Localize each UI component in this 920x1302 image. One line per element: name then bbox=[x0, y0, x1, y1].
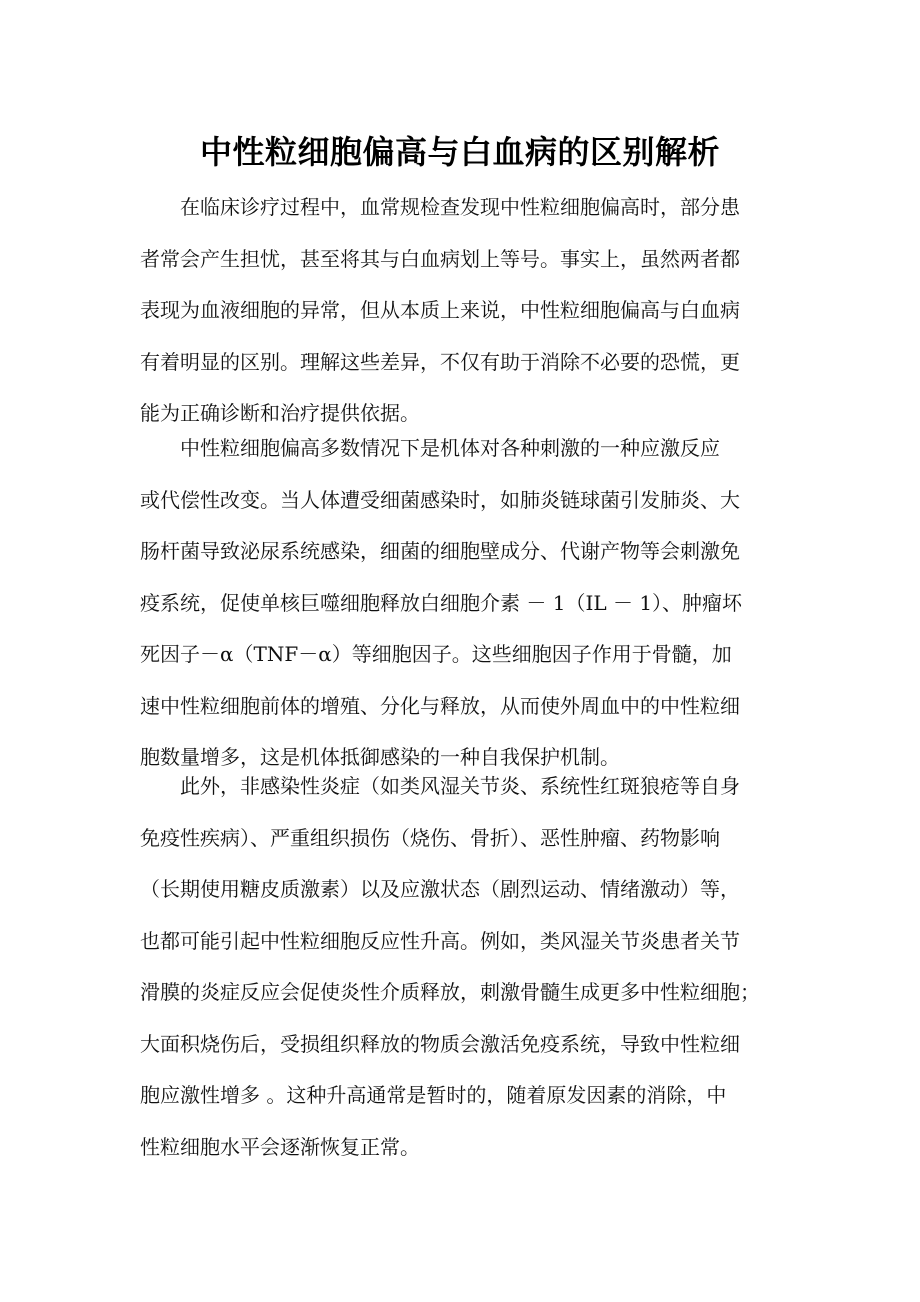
paragraph-1 bbox=[140, 182, 800, 440]
text-line: 性粒细胞水平会逐渐恢复正常。 bbox=[140, 1134, 420, 1159]
text-line: 表现为血液细胞的异常，但从本质上来说，中性粒细胞偏高与白血病 bbox=[140, 298, 740, 322]
text-line: 速中性粒细胞前体的增殖、分化与释放，从而使外周血中的中性粒细 bbox=[140, 693, 740, 718]
paragraph-2 bbox=[140, 423, 800, 784]
text-line: 能为正确诊断和治疗提供依据。 bbox=[140, 401, 420, 425]
text-line: 大面积烧伤后，受损组织释放的物质会激活免疫系统，导致中性粒细 bbox=[140, 1031, 740, 1056]
text-line: （长期使用糖皮质激素）以及应激状态（剧烈运动、情绪激动）等， bbox=[140, 877, 740, 901]
text-line: 此外，非感染性炎症（如类风湿关节炎、系统性红斑狼疮等自身 bbox=[140, 774, 740, 798]
text-line: 者常会产生担忧，甚至将其与白血病划上等号。事实上，虽然两者都 bbox=[140, 246, 740, 271]
text-line: 免疫性疾病）、严重组织损伤（烧伤、骨折）、恶性肿瘤、药物影响 bbox=[140, 825, 720, 850]
text-line: 中性粒细胞偏高多数情况下是机体对各种刺激的一种应激反应 bbox=[140, 436, 720, 460]
text-line: 滑膜的炎症反应会促使炎性介质释放，刺激骨髓生成更多中性粒细胞； bbox=[140, 980, 760, 1004]
document-title: 中性粒细胞偏高与白血病的区别解析 bbox=[199, 133, 720, 171]
text-line: 或代偿性改变。当人体遭受细菌感染时，如肺炎链球菌引发肺炎、大 bbox=[140, 487, 740, 512]
text-line: 也都可能引起中性粒细胞反应性升高。例如，类风湿关节炎患者关节 bbox=[140, 928, 740, 953]
text-line: 死因子－α（TNF－α）等细胞因子。这些细胞因子作用于骨髓，加 bbox=[140, 642, 732, 666]
text-line: 在临床诊疗过程中，血常规检查发现中性粒细胞偏高时，部分患 bbox=[140, 195, 740, 219]
text-line: 胞应激性增多 。这种升高通常是暂时的，随着原发因素的消除，中 bbox=[140, 1083, 727, 1107]
text-line: 疫系统，促使单核巨噬细胞释放白细胞介素 － 1（IL － 1）、肿瘤坏 bbox=[140, 590, 743, 615]
text-line: 胞数量增多，这是机体抵御感染的一种自我保护机制。 bbox=[140, 745, 620, 769]
text-line: 肠杆菌导致泌尿系统感染，细菌的细胞壁成分、代谢产物等会刺激免 bbox=[140, 539, 740, 563]
text-line: 有着明显的区别。理解这些差异，不仅有助于消除不必要的恐慌，更 bbox=[140, 349, 740, 374]
paragraph-3 bbox=[140, 761, 800, 1173]
